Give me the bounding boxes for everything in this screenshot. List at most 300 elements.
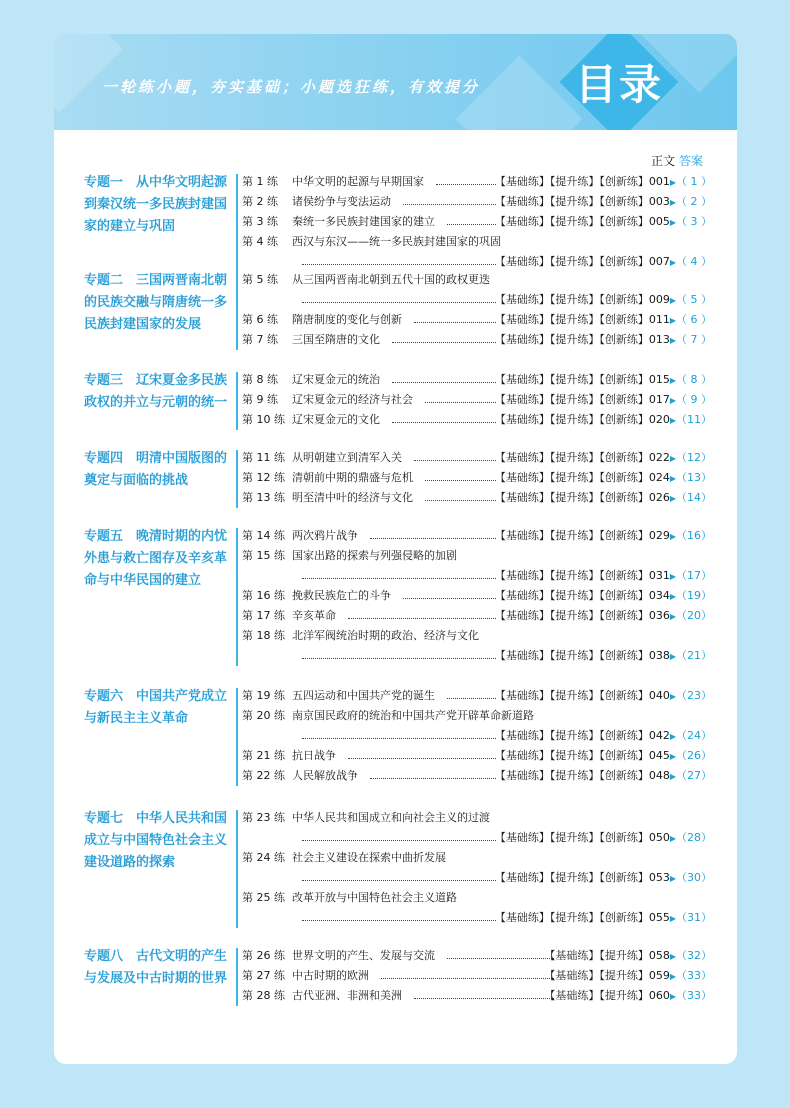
toc-entry[interactable] bbox=[242, 808, 712, 828]
lesson-number: 第 25 练 bbox=[242, 891, 285, 904]
toc-card bbox=[54, 34, 737, 1064]
arrow-icon: ▶ bbox=[669, 972, 676, 981]
toc-entry[interactable] bbox=[242, 488, 712, 508]
arrow-icon: ▶ bbox=[669, 198, 676, 207]
toc-entry[interactable] bbox=[242, 468, 712, 488]
page-number: 050 bbox=[648, 831, 670, 844]
toc-entry[interactable] bbox=[242, 270, 712, 290]
lesson-number: 第 11 练 bbox=[242, 451, 285, 464]
lesson-pages bbox=[495, 586, 712, 607]
tag-innovate: 【创新练】 bbox=[599, 293, 649, 306]
toc-entry[interactable] bbox=[242, 370, 712, 390]
page-title: 目录 bbox=[574, 60, 663, 109]
answer-page: （16） bbox=[676, 529, 712, 542]
leader-dots bbox=[302, 264, 496, 265]
toc-entry[interactable] bbox=[242, 966, 712, 986]
lesson-title: 辽宋夏金元的经济与社会 bbox=[292, 393, 413, 406]
lesson-pages bbox=[544, 966, 712, 987]
page-number: 024 bbox=[648, 471, 670, 484]
arrow-icon: ▶ bbox=[669, 572, 676, 581]
answer-page: （ 3 ） bbox=[676, 215, 712, 228]
tag-basic: 【基础练】 bbox=[544, 949, 600, 962]
tag-improve: 【提升练】 bbox=[549, 769, 600, 782]
tag-basic: 【基础练】 bbox=[494, 649, 550, 662]
page-number: 036 bbox=[648, 609, 670, 622]
toc-entry[interactable] bbox=[242, 686, 712, 706]
toc-entry-continued[interactable] bbox=[242, 828, 712, 848]
lesson-title: 世界文明的产生、发展与交流 bbox=[292, 949, 435, 962]
leader-dots bbox=[302, 840, 496, 841]
tag-basic: 【基础练】 bbox=[494, 215, 550, 228]
arrow-icon: ▶ bbox=[669, 494, 676, 503]
leader-dots bbox=[302, 738, 496, 739]
lesson-pages bbox=[495, 868, 712, 889]
tag-basic: 【基础练】 bbox=[494, 689, 550, 702]
section-divider-line bbox=[236, 450, 238, 508]
answer-page: （ 2 ） bbox=[676, 195, 712, 208]
toc-entry[interactable] bbox=[242, 986, 712, 1006]
leader-dots bbox=[348, 618, 496, 619]
lesson-number: 第 28 练 bbox=[242, 989, 285, 1002]
tag-basic: 【基础练】 bbox=[544, 969, 600, 982]
leader-dots bbox=[436, 184, 496, 185]
page-number: 022 bbox=[648, 451, 670, 464]
lesson-number: 第 5 练 bbox=[242, 273, 278, 286]
section-divider-line bbox=[236, 174, 238, 272]
section-divider-line bbox=[236, 688, 238, 786]
lesson-number: 第 24 练 bbox=[242, 851, 285, 864]
lesson-pages bbox=[495, 410, 712, 431]
arrow-icon: ▶ bbox=[669, 296, 676, 305]
lesson-pages bbox=[495, 746, 712, 767]
toc-entry[interactable] bbox=[242, 448, 712, 468]
answer-page: （ 9 ） bbox=[676, 393, 712, 406]
tag-innovate: 【创新练】 bbox=[599, 589, 649, 602]
tag-improve: 【提升练】 bbox=[549, 373, 600, 386]
leader-dots bbox=[302, 658, 496, 659]
arrow-icon: ▶ bbox=[669, 454, 676, 463]
lesson-number: 第 19 练 bbox=[242, 689, 285, 702]
tag-basic: 【基础练】 bbox=[494, 313, 550, 326]
tag-innovate: 【创新练】 bbox=[599, 413, 649, 426]
toc-entry[interactable] bbox=[242, 626, 712, 646]
arrow-icon: ▶ bbox=[669, 732, 676, 741]
lesson-pages bbox=[495, 726, 712, 747]
leader-dots bbox=[403, 204, 496, 205]
tag-improve: 【提升练】 bbox=[549, 729, 600, 742]
section-divider-line bbox=[236, 948, 238, 1006]
lesson-title: 隋唐制度的变化与创新 bbox=[292, 313, 402, 326]
answer-page: （13） bbox=[676, 471, 712, 484]
page-number: 034 bbox=[648, 589, 670, 602]
page-number: 059 bbox=[648, 969, 670, 982]
tag-improve: 【提升练】 bbox=[549, 749, 600, 762]
lesson-pages bbox=[495, 488, 712, 509]
tag-basic: 【基础练】 bbox=[494, 471, 550, 484]
tag-improve: 【提升练】 bbox=[599, 949, 649, 962]
arrow-icon: ▶ bbox=[669, 612, 676, 621]
lesson-pages bbox=[495, 606, 712, 627]
tag-innovate: 【创新练】 bbox=[599, 451, 649, 464]
page-number: 007 bbox=[648, 255, 670, 268]
arrow-icon: ▶ bbox=[669, 652, 676, 661]
tag-basic: 【基础练】 bbox=[494, 393, 550, 406]
tag-improve: 【提升练】 bbox=[549, 215, 600, 228]
lesson-number: 第 4 练 bbox=[242, 235, 278, 248]
lesson-title: 北洋军阀统治时期的政治、经济与文化 bbox=[292, 629, 479, 642]
tag-improve: 【提升练】 bbox=[549, 175, 600, 188]
arrow-icon: ▶ bbox=[669, 178, 676, 187]
lesson-title: 抗日战争 bbox=[292, 749, 336, 762]
answer-page: （11） bbox=[676, 413, 712, 426]
tag-improve: 【提升练】 bbox=[549, 491, 600, 504]
leader-dots bbox=[392, 342, 496, 343]
lesson-title: 三国至隋唐的文化 bbox=[292, 333, 380, 346]
lesson-title: 辛亥革命 bbox=[292, 609, 336, 622]
answer-page: （ 7 ） bbox=[676, 333, 712, 346]
toc-entry[interactable] bbox=[242, 766, 712, 786]
lesson-pages bbox=[544, 946, 712, 967]
lesson-title: 国家出路的探索与列强侵略的加剧 bbox=[292, 549, 457, 562]
lesson-number: 第 18 练 bbox=[242, 629, 285, 642]
tag-basic: 【基础练】 bbox=[494, 451, 550, 464]
lesson-title: 清朝前中期的鼎盛与危机 bbox=[292, 471, 413, 484]
lesson-title: 诸侯纷争与变法运动 bbox=[292, 195, 391, 208]
tag-innovate: 【创新练】 bbox=[599, 333, 649, 346]
lesson-title: 五四运动和中国共产党的诞生 bbox=[292, 689, 435, 702]
page-number: 001 bbox=[648, 175, 670, 188]
lesson-number: 第 21 练 bbox=[242, 749, 285, 762]
lesson-title: 西汉与东汉——统一多民族封建国家的巩固 bbox=[292, 235, 501, 248]
toc-entry[interactable] bbox=[242, 606, 712, 626]
tag-basic: 【基础练】 bbox=[494, 529, 550, 542]
lesson-title: 人民解放战争 bbox=[292, 769, 358, 782]
leader-dots bbox=[348, 758, 496, 759]
tag-improve: 【提升练】 bbox=[549, 413, 600, 426]
lesson-number: 第 12 练 bbox=[242, 471, 285, 484]
lesson-title: 中华文明的起源与早期国家 bbox=[292, 175, 424, 188]
lesson-number: 第 3 练 bbox=[242, 215, 278, 228]
tag-innovate: 【创新练】 bbox=[599, 831, 649, 844]
tag-basic: 【基础练】 bbox=[494, 255, 550, 268]
arrow-icon: ▶ bbox=[669, 952, 676, 961]
page-number: 020 bbox=[648, 413, 670, 426]
toc-entry[interactable] bbox=[242, 212, 712, 232]
page-number: 003 bbox=[648, 195, 670, 208]
answer-page: （14） bbox=[676, 491, 712, 504]
lesson-title: 古代亚洲、非洲和美洲 bbox=[292, 989, 402, 1002]
page-number: 038 bbox=[648, 649, 670, 662]
lesson-pages bbox=[495, 448, 712, 469]
tag-innovate: 【创新练】 bbox=[599, 313, 649, 326]
arrow-icon: ▶ bbox=[669, 474, 676, 483]
arrow-icon: ▶ bbox=[669, 874, 676, 883]
page-number: 015 bbox=[648, 373, 670, 386]
lesson-pages bbox=[495, 290, 712, 311]
tag-basic: 【基础练】 bbox=[494, 175, 550, 188]
tag-improve: 【提升练】 bbox=[549, 195, 600, 208]
tag-innovate: 【创新练】 bbox=[599, 769, 649, 782]
tag-improve: 【提升练】 bbox=[599, 969, 649, 982]
tag-innovate: 【创新练】 bbox=[599, 215, 649, 228]
lesson-title: 社会主义建设在探索中曲折发展 bbox=[292, 851, 446, 864]
arrow-icon: ▶ bbox=[669, 772, 676, 781]
page-number: 029 bbox=[648, 529, 670, 542]
legend-main: 正文 bbox=[651, 154, 676, 168]
leader-dots bbox=[302, 302, 496, 303]
title-badge bbox=[559, 42, 679, 122]
toc-entry[interactable] bbox=[242, 546, 712, 566]
tag-improve: 【提升练】 bbox=[549, 911, 600, 924]
answer-page: （30） bbox=[676, 871, 712, 884]
topic-heading: 专题八 古代文明的产生与发展及中古时期的世界 bbox=[84, 949, 228, 986]
lesson-title: 中华人民共和国成立和向社会主义的过渡 bbox=[292, 811, 490, 824]
lesson-pages bbox=[495, 468, 712, 489]
toc-entry-continued[interactable] bbox=[242, 868, 712, 888]
leader-dots bbox=[414, 460, 496, 461]
tag-basic: 【基础练】 bbox=[494, 293, 550, 306]
page-number: 026 bbox=[648, 491, 670, 504]
leader-dots bbox=[381, 978, 554, 979]
arrow-icon: ▶ bbox=[669, 316, 676, 325]
arrow-icon: ▶ bbox=[669, 396, 676, 405]
lesson-pages bbox=[495, 526, 712, 547]
lesson-number: 第 15 练 bbox=[242, 549, 285, 562]
tag-improve: 【提升练】 bbox=[599, 989, 649, 1002]
legend-answer: 答案 bbox=[678, 154, 703, 168]
toc-entry-continued[interactable] bbox=[242, 290, 712, 310]
page-number: 005 bbox=[648, 215, 670, 228]
topic-heading: 专题六 中国共产党成立与新民主主义革命 bbox=[84, 689, 228, 726]
topic-heading: 专题二 三国两晋南北朝的民族交融与隋唐统一多民族封建国家的发展 bbox=[84, 273, 228, 332]
toc-entry[interactable] bbox=[242, 526, 712, 546]
page-number: 040 bbox=[648, 689, 670, 702]
arrow-icon: ▶ bbox=[669, 914, 676, 923]
lesson-pages bbox=[495, 646, 712, 667]
tag-basic: 【基础练】 bbox=[494, 911, 550, 924]
header-banner bbox=[54, 34, 737, 130]
tag-innovate: 【创新练】 bbox=[599, 729, 649, 742]
tag-basic: 【基础练】 bbox=[494, 769, 550, 782]
tag-basic: 【基础练】 bbox=[494, 491, 550, 504]
tag-improve: 【提升练】 bbox=[549, 471, 600, 484]
toc-entry[interactable] bbox=[242, 888, 712, 908]
answer-page: （28） bbox=[676, 831, 712, 844]
arrow-icon: ▶ bbox=[669, 336, 676, 345]
leader-dots bbox=[414, 998, 554, 999]
toc-entry[interactable] bbox=[242, 410, 712, 430]
tag-improve: 【提升练】 bbox=[549, 333, 600, 346]
toc-entry[interactable] bbox=[242, 310, 712, 330]
lesson-number: 第 2 练 bbox=[242, 195, 278, 208]
legend bbox=[651, 152, 703, 169]
slogan: 一轮练小题，夯实基础；小题选狂练，有效提分 bbox=[102, 78, 481, 96]
lesson-number: 第 22 练 bbox=[242, 769, 285, 782]
lesson-number: 第 9 练 bbox=[242, 393, 278, 406]
answer-page: （ 1 ） bbox=[676, 175, 712, 188]
lesson-pages bbox=[495, 192, 712, 213]
toc-entry[interactable] bbox=[242, 946, 712, 966]
lesson-number: 第 13 练 bbox=[242, 491, 285, 504]
arrow-icon: ▶ bbox=[669, 416, 676, 425]
tag-improve: 【提升练】 bbox=[549, 313, 600, 326]
answer-page: （12） bbox=[676, 451, 712, 464]
lesson-pages bbox=[495, 686, 712, 707]
tag-basic: 【基础练】 bbox=[494, 871, 550, 884]
leader-dots bbox=[414, 322, 496, 323]
lesson-pages bbox=[495, 212, 712, 233]
lesson-number: 第 7 练 bbox=[242, 333, 278, 346]
tag-improve: 【提升练】 bbox=[549, 451, 600, 464]
leader-dots bbox=[302, 578, 496, 579]
lesson-title: 中古时期的欧洲 bbox=[292, 969, 369, 982]
toc-entry[interactable] bbox=[242, 330, 712, 350]
toc-entry[interactable] bbox=[242, 172, 712, 192]
tag-improve: 【提升练】 bbox=[549, 649, 600, 662]
lesson-title: 明至清中叶的经济与文化 bbox=[292, 491, 413, 504]
tag-innovate: 【创新练】 bbox=[599, 689, 649, 702]
lesson-number: 第 26 练 bbox=[242, 949, 285, 962]
tag-basic: 【基础练】 bbox=[494, 413, 550, 426]
leader-dots bbox=[392, 422, 496, 423]
toc-entry[interactable] bbox=[242, 192, 712, 212]
leader-dots bbox=[425, 402, 496, 403]
page-number: 013 bbox=[648, 333, 670, 346]
lesson-number: 第 20 练 bbox=[242, 709, 285, 722]
section-divider-line bbox=[236, 810, 238, 928]
section-divider-line bbox=[236, 272, 238, 350]
page-number: 045 bbox=[648, 749, 670, 762]
lesson-number: 第 16 练 bbox=[242, 589, 285, 602]
page-number: 055 bbox=[648, 911, 670, 924]
tag-innovate: 【创新练】 bbox=[599, 749, 649, 762]
lesson-number: 第 27 练 bbox=[242, 969, 285, 982]
lesson-number: 第 1 练 bbox=[242, 175, 278, 188]
answer-page: （33） bbox=[676, 989, 712, 1002]
tag-innovate: 【创新练】 bbox=[599, 175, 649, 188]
answer-page: （20） bbox=[676, 609, 712, 622]
answer-page: （19） bbox=[676, 589, 712, 602]
toc-entry-continued[interactable] bbox=[242, 726, 712, 746]
tag-innovate: 【创新练】 bbox=[599, 393, 649, 406]
lesson-number: 第 23 练 bbox=[242, 811, 285, 824]
toc-entry[interactable] bbox=[242, 232, 712, 252]
answer-page: （23） bbox=[676, 689, 712, 702]
answer-page: （32） bbox=[676, 949, 712, 962]
tag-improve: 【提升练】 bbox=[549, 589, 600, 602]
lesson-pages bbox=[495, 766, 712, 787]
lesson-title: 挽救民族危亡的斗争 bbox=[292, 589, 391, 602]
leader-dots bbox=[425, 500, 496, 501]
tag-innovate: 【创新练】 bbox=[599, 255, 649, 268]
leader-dots bbox=[403, 598, 496, 599]
arrow-icon: ▶ bbox=[669, 532, 676, 541]
lesson-pages bbox=[495, 310, 712, 331]
arrow-icon: ▶ bbox=[669, 692, 676, 701]
tag-basic: 【基础练】 bbox=[494, 373, 550, 386]
topic-heading: 专题一 从中华文明起源到秦汉统一多民族封建国家的建立与巩固 bbox=[84, 175, 228, 234]
lesson-pages bbox=[495, 390, 712, 411]
lesson-pages bbox=[495, 828, 712, 849]
leader-dots bbox=[302, 880, 496, 881]
arrow-icon: ▶ bbox=[669, 258, 676, 267]
tag-improve: 【提升练】 bbox=[549, 569, 600, 582]
tag-improve: 【提升练】 bbox=[549, 689, 600, 702]
arrow-icon: ▶ bbox=[669, 376, 676, 385]
toc-entry-continued[interactable] bbox=[242, 646, 712, 666]
lesson-pages bbox=[544, 986, 712, 1007]
tag-innovate: 【创新练】 bbox=[599, 911, 649, 924]
page-number: 048 bbox=[648, 769, 670, 782]
answer-page: （24） bbox=[676, 729, 712, 742]
page-number: 031 bbox=[648, 569, 670, 582]
lesson-pages bbox=[495, 566, 712, 587]
page-number: 009 bbox=[648, 293, 670, 306]
tag-improve: 【提升练】 bbox=[549, 609, 600, 622]
topic-heading: 专题四 明清中国版图的奠定与面临的挑战 bbox=[84, 451, 228, 488]
tag-improve: 【提升练】 bbox=[549, 255, 600, 268]
tag-improve: 【提升练】 bbox=[549, 293, 600, 306]
topic-heading: 专题五 晚清时期的内忧外患与救亡图存及辛亥革命与中华民国的建立 bbox=[84, 529, 228, 588]
lesson-title: 改革开放与中国特色社会主义道路 bbox=[292, 891, 457, 904]
tag-innovate: 【创新练】 bbox=[599, 529, 649, 542]
tag-innovate: 【创新练】 bbox=[599, 471, 649, 484]
section-divider-line bbox=[236, 372, 238, 430]
leader-dots bbox=[447, 698, 496, 699]
tag-basic: 【基础练】 bbox=[494, 831, 550, 844]
leader-dots bbox=[425, 480, 496, 481]
leader-dots bbox=[392, 382, 496, 383]
lesson-number: 第 10 练 bbox=[242, 413, 285, 426]
tag-improve: 【提升练】 bbox=[549, 529, 600, 542]
lesson-title: 南京国民政府的统治和中国共产党开辟革命新道路 bbox=[292, 709, 534, 722]
tag-basic: 【基础练】 bbox=[494, 749, 550, 762]
tag-basic: 【基础练】 bbox=[544, 989, 600, 1002]
answer-page: （27） bbox=[676, 769, 712, 782]
answer-page: （21） bbox=[676, 649, 712, 662]
tag-innovate: 【创新练】 bbox=[599, 373, 649, 386]
arrow-icon: ▶ bbox=[669, 218, 676, 227]
toc-entry[interactable] bbox=[242, 390, 712, 410]
toc-entry-continued[interactable] bbox=[242, 252, 712, 272]
lesson-pages bbox=[495, 330, 712, 351]
answer-page: （17） bbox=[676, 569, 712, 582]
toc-entry[interactable] bbox=[242, 746, 712, 766]
toc-entry[interactable] bbox=[242, 706, 712, 726]
tag-basic: 【基础练】 bbox=[494, 729, 550, 742]
lesson-number: 第 14 练 bbox=[242, 529, 285, 542]
toc-entry-continued[interactable] bbox=[242, 908, 712, 928]
toc-entry[interactable] bbox=[242, 586, 712, 606]
leader-dots bbox=[302, 920, 496, 921]
tag-innovate: 【创新练】 bbox=[599, 649, 649, 662]
lesson-number: 第 6 练 bbox=[242, 313, 278, 326]
lesson-pages bbox=[495, 908, 712, 929]
toc-entry[interactable] bbox=[242, 848, 712, 868]
leader-dots bbox=[447, 958, 554, 959]
toc-entry-continued[interactable] bbox=[242, 566, 712, 586]
page-number: 053 bbox=[648, 871, 670, 884]
lesson-title: 两次鸦片战争 bbox=[292, 529, 358, 542]
leader-dots bbox=[370, 538, 496, 539]
leader-dots bbox=[370, 778, 496, 779]
arrow-icon: ▶ bbox=[669, 752, 676, 761]
answer-page: （ 4 ） bbox=[676, 255, 712, 268]
answer-page: （33） bbox=[676, 969, 712, 982]
arrow-icon: ▶ bbox=[669, 834, 676, 843]
tag-innovate: 【创新练】 bbox=[599, 195, 649, 208]
leader-dots bbox=[447, 224, 496, 225]
